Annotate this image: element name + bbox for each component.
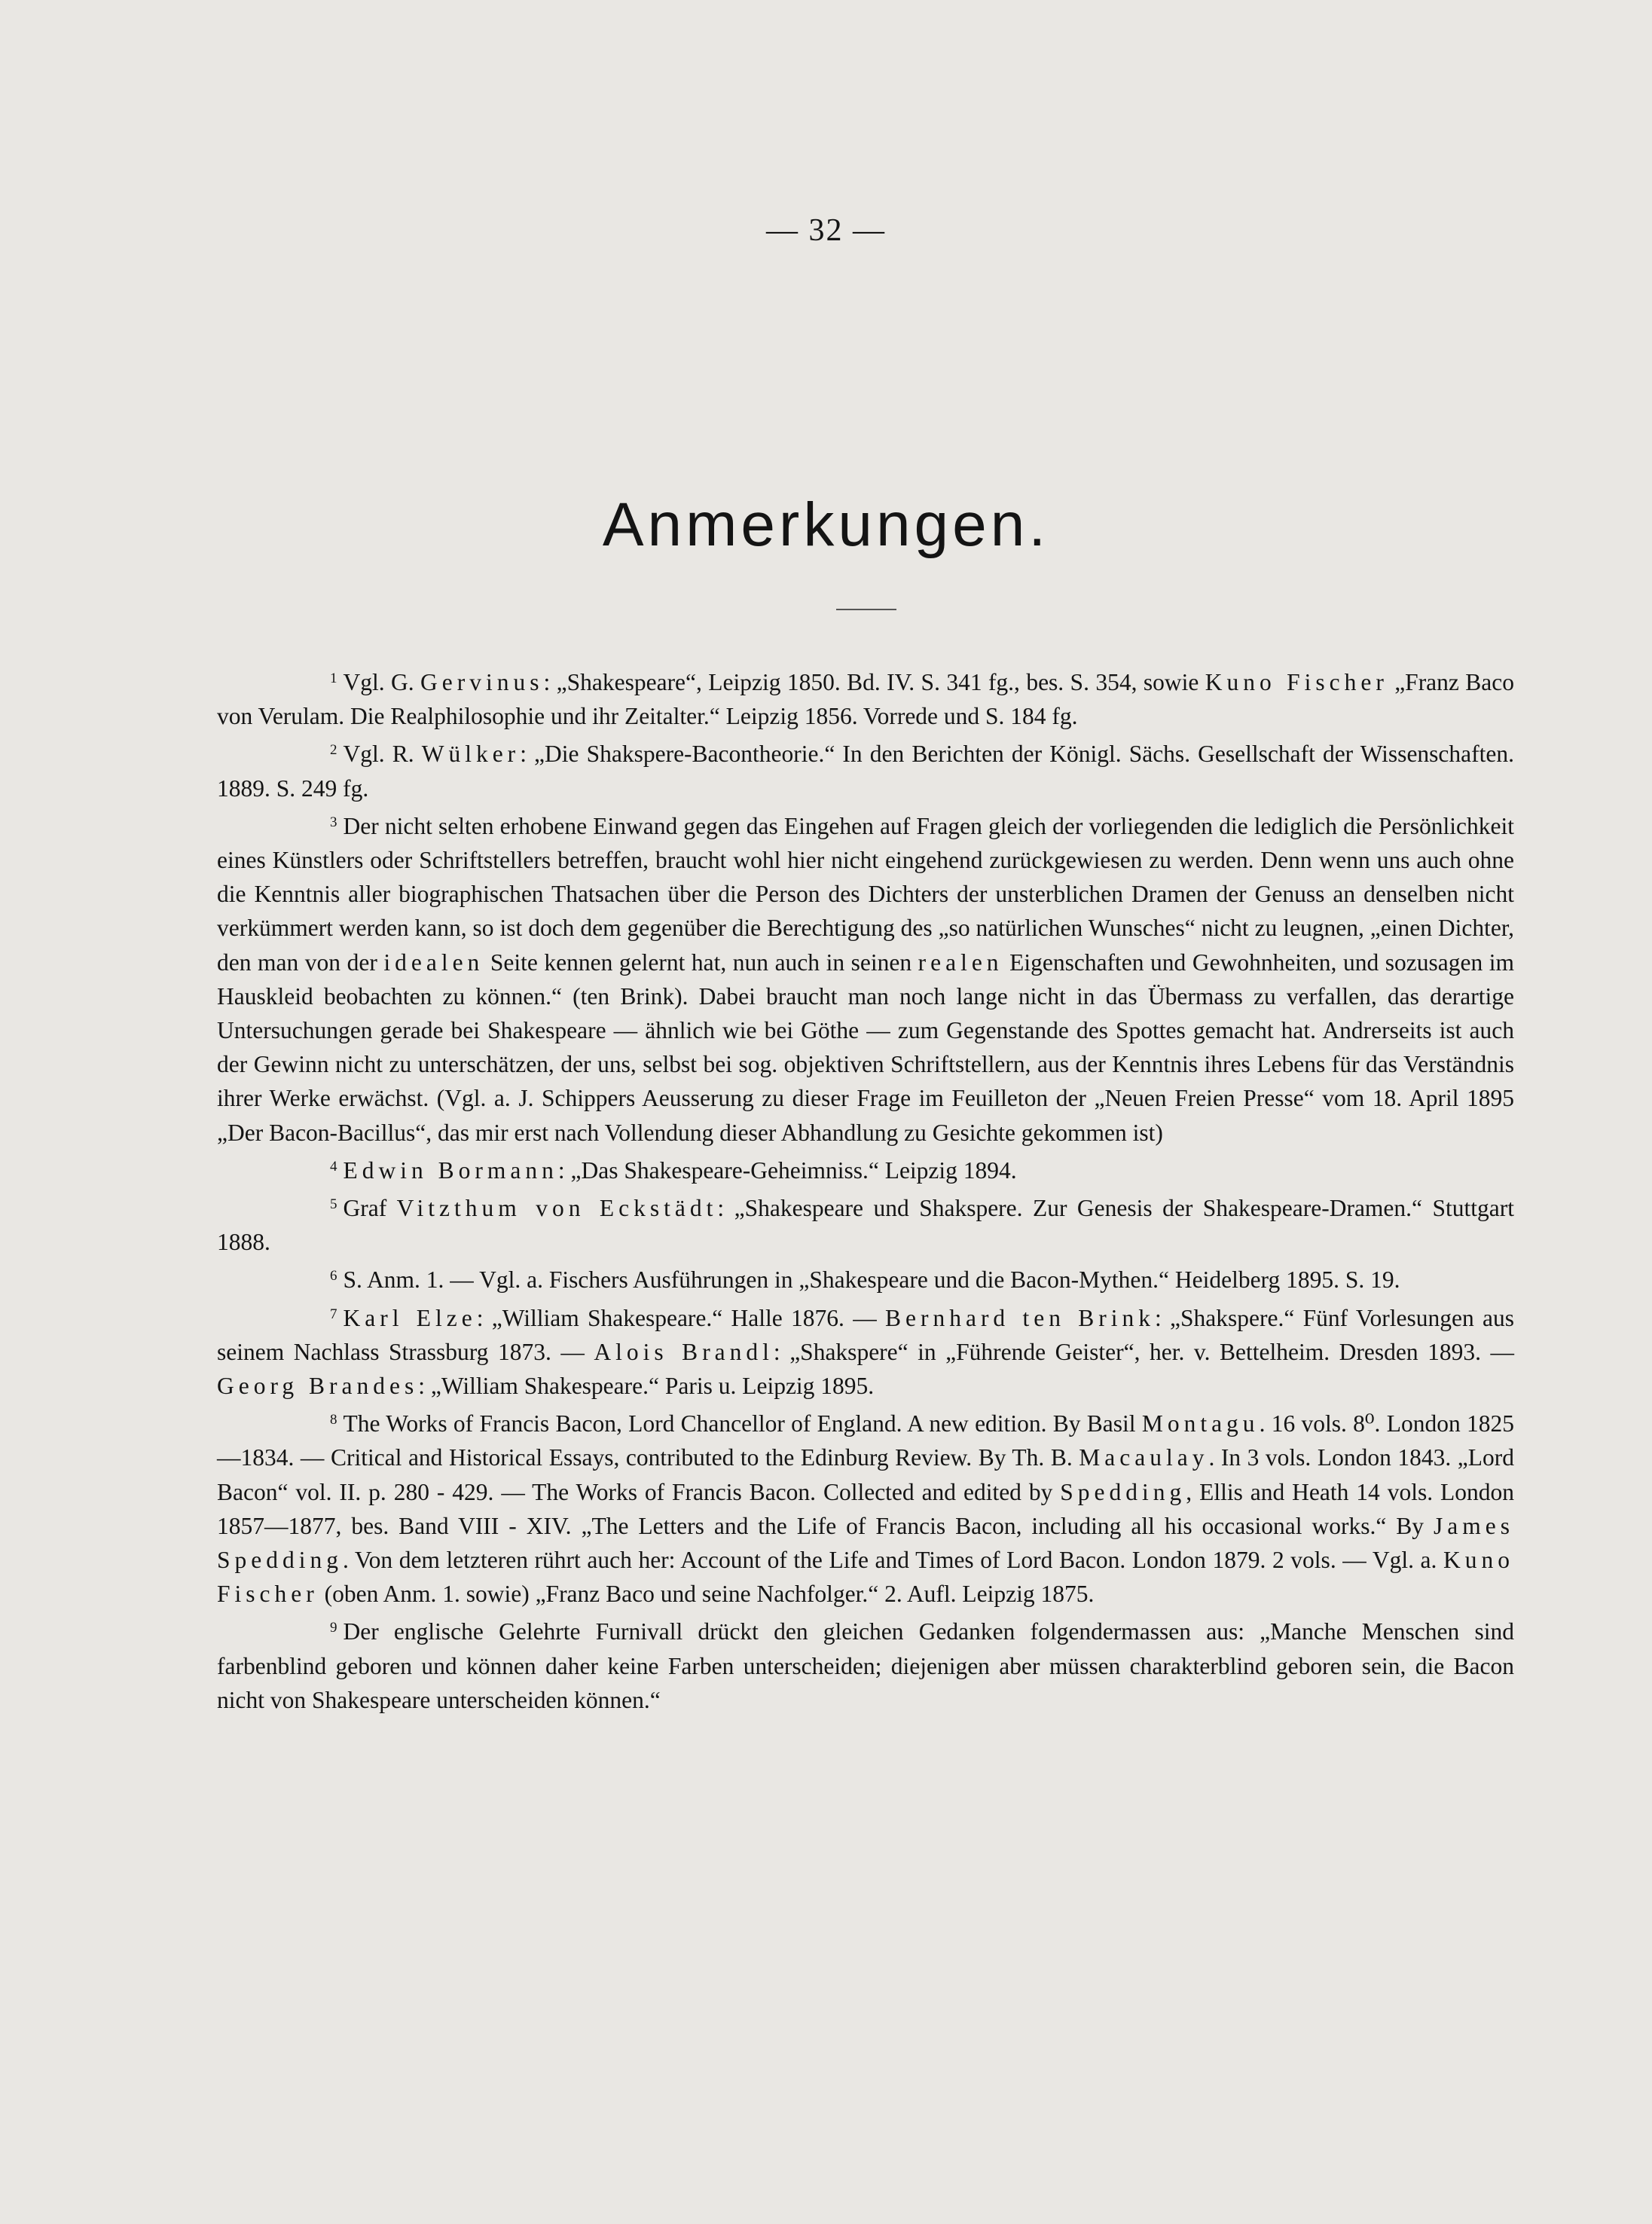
footnote-text: Der englische Gelehrte Furnivall drückt den gleichen Gedanken folgendermassen aus: „Manche Menschen sind farbenblind geboren und können daher keine Farben unterscheiden; diejenigen aber müssen charakterblind geboren sein, die Bacon nicht von Shakespeare unterscheiden können.“ (217, 1618, 1514, 1713)
footnote-1 (217, 661, 1514, 733)
footnotes-list (217, 661, 1514, 1717)
footnote-4 (217, 1150, 1514, 1187)
footnote-number: 9 (330, 1620, 337, 1636)
footnote-text: . 16 vols. 8⁰. London 1825—1834. — Critical and Historical Essays, contributed to the Edinburg Review. By Th. B. (217, 1410, 1514, 1471)
spaced-name: Macaulay (1079, 1444, 1209, 1471)
footnote-number: 4 (330, 1158, 337, 1175)
footnote-7 (217, 1297, 1514, 1404)
spaced-name: Kuno Fischer (217, 1547, 1514, 1608)
footnote-text: , Ellis and Heath 14 vols. London 1857—1877, bes. Band VIII - XIV. „The Letters and the Life of Francis Bacon, including all his occasional works.“ By (217, 1478, 1514, 1539)
footnote-number: 6 (330, 1268, 337, 1285)
footnote-number: 8 (330, 1412, 337, 1428)
footnote-3 (217, 805, 1514, 1150)
spaced-name: Alois Brandl (594, 1338, 774, 1365)
footnote-6 (217, 1259, 1514, 1297)
footnote-text: S. Anm. 1. — Vgl. a. Fischers Ausführungen in „Shakespeare und die Bacon-Mythen.“ Heidelberg 1895. S. 19. (343, 1266, 1400, 1294)
spaced-name: Spedding (1060, 1478, 1186, 1505)
footnote-number: 2 (330, 742, 337, 759)
footnote-text: Vgl. G. (343, 669, 421, 695)
footnote-text: Der nicht selten erhobene Einwand gegen das Eingehen auf Fragen gleich der vorliegenden die lediglich die Persönlichkeit eines Künstlers oder Schriftstellers betreffen, braucht wohl hier nicht eingehend zurückgewiesen zu werden. Denn wenn uns auch ohne die Kenntnis aller biographischen Thatsachen über die Person des Dichters der unsterblichen Dramen der Genuss an denselben nicht verkümmert werden kann, so ist doch dem gegenüber die Berechtigung des „so natürlichen Wunsches“ nicht zu leugnen, „einen Dichter, den man von der (217, 812, 1514, 976)
page-title: Anmerkungen. (602, 490, 1050, 559)
footnote-text: Seite kennen gelernt hat, nun auch in seinen (484, 949, 918, 976)
footnote-text: (oben Anm. 1. sowie) „Franz Baco und seine Nachfolger.“ 2. Aufl. Leipzig 1875. (318, 1581, 1095, 1608)
spaced-name: James Spedding (217, 1512, 1514, 1574)
spaced-name: Kuno Fischer (1205, 669, 1388, 695)
footnote-text: : „Die Shakspere-Bacontheorie.“ In den Berichten der Königl. Sächs. Gesellschaft der Wissenschaften. 1889. S. 249 fg. (217, 741, 1514, 802)
footnote-2 (217, 733, 1514, 805)
footnote-text: Vgl. R. (343, 741, 422, 768)
footnote-text: : „Shakespeare“, Leipzig 1850. Bd. IV. S. 341 fg., bes. S. 354, sowie (543, 669, 1205, 695)
page-number: — 32 — (766, 213, 886, 248)
footnote-9 (217, 1611, 1514, 1717)
spaced-name: Vitzthum von Eckstädt (396, 1195, 718, 1222)
footnote-5 (217, 1187, 1514, 1259)
footnote-text: : „William Shakespeare.“ Paris u. Leipzig 1895. (418, 1373, 875, 1400)
spaced-name: idealen (383, 949, 484, 976)
spaced-name: Montagu (1141, 1410, 1260, 1437)
footnote-number: 1 (330, 671, 337, 686)
footnote-number: 7 (330, 1306, 337, 1322)
spaced-name: Wülker (421, 741, 521, 768)
footnote-8 (217, 1403, 1514, 1611)
footnote-text: The Works of Francis Bacon, Lord Chancellor of England. A new edition. By Basil (343, 1410, 1142, 1437)
footnote-text: Eigenschaften und Gewohnheiten, und sozusagen im Hauskleid beobachten zu können.“ (ten Brink). Dabei braucht man noch lange nicht in das Übermass zu verfallen, das derartige Untersuchungen gerade bei Shakespeare — ähnlich wie bei Göthe — zum Gegenstande des Spottes gemacht hat. Andrerseits ist auch der Gewinn nicht zu unterschätzen, der uns, selbst bei sog. objektiven Schriftstellern, aus der Kenntnis ihres Lebens für das Verständnis ihrer Werke erwächst. (Vgl. a. J. Schippers Aeusserung zu dieser Frage im Feuilleton der „Neuen Freien Presse“ vom 18. April 1895 „Der Bacon-Bacillus“, das mir erst nach Vollendung dieser Abhandlung zu Gesichte gekommen ist) (217, 949, 1515, 1146)
spaced-name: realen (918, 949, 1003, 976)
footnote-number: 3 (330, 814, 337, 830)
footnote-number: 5 (330, 1196, 337, 1213)
footnote-text: „Franz Baco von Verulam. Die Realphilosophie und ihr Zeitalter.“ Leipzig 1856. Vorrede und S. 184 fg. (217, 669, 1514, 730)
spaced-name: Gervinus (420, 669, 544, 695)
footnote-text: Graf (343, 1195, 397, 1222)
footnote-text: : „Shakspere“ in „Führende Geister“, her. v. Bettelheim. Dresden 1893. — (773, 1338, 1515, 1365)
footnote-text: : „Shakespeare und Shakspere. Zur Genesis der Shakespeare-Dramen.“ Stuttgart 1888. (217, 1195, 1514, 1256)
spaced-name: Georg Brandes (217, 1373, 419, 1400)
spaced-name: Bernhard ten Brink (884, 1304, 1155, 1331)
spaced-name: Karl Elze (343, 1304, 477, 1331)
footnote-text: . Von dem letzteren rührt auch her: Account of the Life and Times of Lord Bacon. London 1879. 2 vols. — Vgl. a. (343, 1547, 1443, 1574)
footnote-text: . In 3 vols. London 1843. „Lord Bacon“ vol. II. p. 280 - 429. — The Works of Francis Bacon. Collected and edited by (217, 1444, 1514, 1505)
title-rule (836, 609, 896, 610)
spaced-name: Edwin Bormann (343, 1156, 558, 1184)
footnote-text: : „Shakspere.“ Fünf Vorlesungen aus seinem Nachlass Strassburg 1873. — (217, 1304, 1515, 1365)
footnote-text: : „Das Shakespeare-Geheimniss.“ Leipzig 1894. (557, 1156, 1017, 1184)
footnote-text: : „William Shakespeare.“ Halle 1876. — (476, 1304, 885, 1331)
